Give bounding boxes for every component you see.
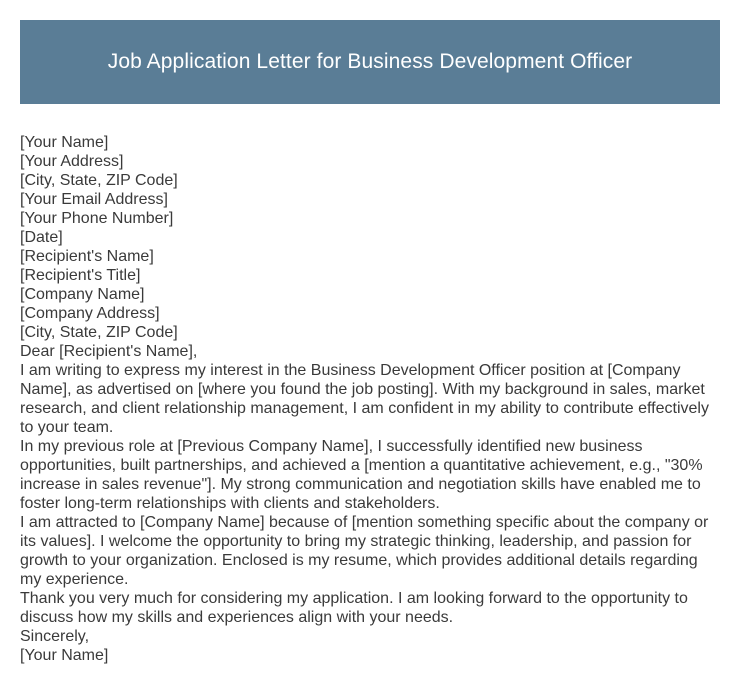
recipient-company: [Company Name] xyxy=(20,286,145,303)
sender-address: [Your Address] xyxy=(20,153,124,170)
body-paragraph-2: In my previous role at [Previous Company Name], I successfully identified new business opportunities, built partnerships, and achieved a [mention a quantitative achievement, e.g., "30% increase in sales revenue"]. My strong communication and negotiation skills have enabled me to foster long-term relationships with clients and stakeholders. xyxy=(20,438,703,512)
recipient-title: [Recipient's Title] xyxy=(20,267,141,284)
recipient-name: [Recipient's Name] xyxy=(20,248,154,265)
letter-date: [Date] xyxy=(20,229,63,246)
letter-body xyxy=(20,133,720,665)
sender-email: [Your Email Address] xyxy=(20,191,168,208)
sender-name: [Your Name] xyxy=(20,134,109,151)
recipient-address: [Company Address] xyxy=(20,305,160,322)
body-paragraph-4: Thank you very much for considering my application. I am looking forward to the opportunity to discuss how my skills and experiences align with your needs. xyxy=(20,590,688,626)
page-title: Job Application Letter for Business Development Officer xyxy=(107,50,633,73)
sender-phone: [Your Phone Number] xyxy=(20,210,174,227)
sender-city-state-zip: [City, State, ZIP Code] xyxy=(20,172,178,189)
title-banner xyxy=(20,20,720,104)
body-paragraph-3: I am attracted to [Company Name] because of [mention something specific about the company or its values]. I welcome the opportunity to bring my strategic thinking, leadership, and passion for growth to your organization. Enclosed is my resume, which provides additional details regarding my experience. xyxy=(20,514,709,588)
recipient-city-state-zip: [City, State, ZIP Code] xyxy=(20,324,178,341)
body-paragraph-1: I am writing to express my interest in the Business Development Officer position at [Company Name], as advertised on [where you found the job posting]. With my background in sales, market research, and client relationship management, I am confident in my ability to contribute effectively to your team. xyxy=(20,362,709,436)
closing: Sincerely, xyxy=(20,628,90,645)
signature: [Your Name] xyxy=(20,647,109,664)
salutation: Dear [Recipient's Name], xyxy=(20,343,198,360)
